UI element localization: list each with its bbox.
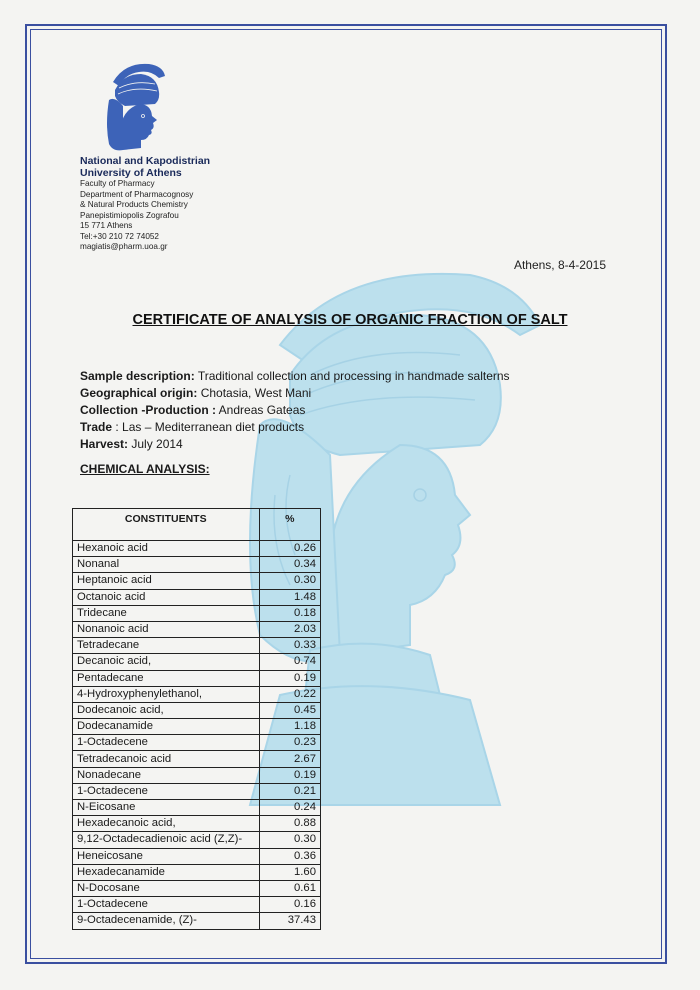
- constituent-name: Tetradecanoic acid: [73, 751, 260, 767]
- constituent-name: N-Eicosane: [73, 800, 260, 816]
- constituent-percent: 0.88: [259, 816, 321, 832]
- constituent-percent: 0.22: [259, 686, 321, 702]
- document-date: Athens, 8-4-2015: [513, 258, 606, 272]
- table-row: [73, 573, 321, 589]
- constituents-table: [72, 508, 321, 930]
- table-row: [73, 751, 321, 767]
- university-detail: Department of Pharmacognosy: [80, 189, 194, 199]
- constituent-name: Dodecanamide: [73, 719, 260, 735]
- table-row: [73, 702, 321, 718]
- table-row: [73, 800, 321, 816]
- constituent-name: 1-Octadecene: [73, 897, 260, 913]
- constituent-percent: 0.18: [259, 605, 321, 621]
- constituent-percent: 0.36: [259, 848, 321, 864]
- harvest: Harvest: July 2014: [80, 437, 183, 451]
- university-name-line2: University of Athens: [80, 167, 182, 179]
- constituent-name: Pentadecane: [73, 670, 260, 686]
- constituent-name: Tetradecane: [73, 638, 260, 654]
- column-header-constituents: CONSTITUENTS: [73, 509, 260, 541]
- university-detail: Tel:+30 210 72 74052: [80, 231, 159, 241]
- university-detail: Faculty of Pharmacy: [80, 179, 155, 188]
- table-row: [73, 686, 321, 702]
- table-row: [73, 541, 321, 557]
- constituent-name: 9-Octadecenamide, (Z)-: [73, 913, 260, 929]
- sample-info: [80, 368, 510, 453]
- table-row: [73, 605, 321, 621]
- table-row: [73, 670, 321, 686]
- table-header-row: [73, 509, 321, 541]
- constituent-percent: 2.67: [259, 751, 321, 767]
- constituent-name: Decanoic acid,: [73, 654, 260, 670]
- constituent-name: 1-Octadecene: [73, 735, 260, 751]
- constituent-name: Dodecanoic acid,: [73, 702, 260, 718]
- university-name-line1: National and Kapodistrian: [80, 155, 211, 167]
- sample-description: Sample description: Traditional collection and processing in handmade salterns: [80, 369, 510, 383]
- table-row: [73, 767, 321, 783]
- constituent-percent: 0.21: [259, 783, 321, 799]
- constituent-name: Hexanoic acid: [73, 541, 260, 557]
- constituent-percent: 0.45: [259, 702, 321, 718]
- table-row: [73, 897, 321, 913]
- constituent-name: Nonanoic acid: [73, 621, 260, 637]
- constituent-percent: 2.03: [259, 621, 321, 637]
- constituent-percent: 0.19: [259, 767, 321, 783]
- constituent-percent: 1.48: [259, 589, 321, 605]
- table-row: [73, 589, 321, 605]
- constituent-name: Hexadecanamide: [73, 864, 260, 880]
- constituent-name: Hexadecanoic acid,: [73, 816, 260, 832]
- university-letterhead: [80, 155, 210, 253]
- constituent-percent: 37.43: [259, 913, 321, 929]
- table-row: [73, 621, 321, 637]
- table-row: [73, 913, 321, 929]
- table-row: [73, 832, 321, 848]
- table-row: [73, 735, 321, 751]
- table-row: [73, 719, 321, 735]
- trade: Trade : Las – Mediterranean diet products: [80, 420, 305, 434]
- table-row: [73, 783, 321, 799]
- constituent-percent: 0.30: [259, 573, 321, 589]
- constituent-percent: 0.61: [259, 880, 321, 896]
- collection-production: Collection -Production : Andreas Gateas: [80, 403, 306, 417]
- constituent-percent: 0.33: [259, 638, 321, 654]
- constituent-percent: 0.16: [259, 897, 321, 913]
- constituent-percent: 0.26: [259, 541, 321, 557]
- table-row: [73, 880, 321, 896]
- table-row: [73, 654, 321, 670]
- table-row: [73, 638, 321, 654]
- constituent-name: 1-Octadecene: [73, 783, 260, 799]
- table-row: [73, 864, 321, 880]
- constituent-percent: 0.24: [259, 800, 321, 816]
- constituent-name: Heneicosane: [73, 848, 260, 864]
- chemical-analysis-heading: CHEMICAL ANALYSIS:: [80, 462, 210, 476]
- constituent-percent: 0.23: [259, 735, 321, 751]
- university-detail: Panepistimiopolis Zografou: [80, 210, 179, 220]
- column-header-percent: %: [259, 509, 321, 541]
- constituent-name: Nonadecane: [73, 767, 260, 783]
- constituent-percent: 0.30: [259, 832, 321, 848]
- document-title: CERTIFICATE OF ANALYSIS OF ORGANIC FRACTION OF SALT: [132, 312, 568, 328]
- constituent-name: N-Docosane: [73, 880, 260, 896]
- constituent-name: Octanoic acid: [73, 589, 260, 605]
- constituent-percent: 0.34: [259, 557, 321, 573]
- constituent-percent: 0.74: [259, 654, 321, 670]
- university-detail: & Natural Products Chemistry: [80, 200, 188, 209]
- constituent-name: 4-Hydroxyphenylethanol,: [73, 686, 260, 702]
- constituent-percent: 1.60: [259, 864, 321, 880]
- constituent-name: Nonanal: [73, 557, 260, 573]
- constituent-percent: 1.18: [259, 719, 321, 735]
- constituent-percent: 0.19: [259, 670, 321, 686]
- constituent-name: 9,12-Octadecadienoic acid (Z,Z)-: [73, 832, 260, 848]
- table-row: [73, 848, 321, 864]
- table-row: [73, 557, 321, 573]
- athena-crest-icon: [105, 60, 167, 152]
- constituent-name: Tridecane: [73, 605, 260, 621]
- university-email: magiatis@pharm.uoa.gr: [80, 242, 168, 251]
- university-detail: 15 771 Athens: [80, 221, 133, 230]
- geographical-origin: Geographical origin: Chotasia, West Mani: [80, 386, 312, 400]
- constituent-name: Heptanoic acid: [73, 573, 260, 589]
- table-row: [73, 816, 321, 832]
